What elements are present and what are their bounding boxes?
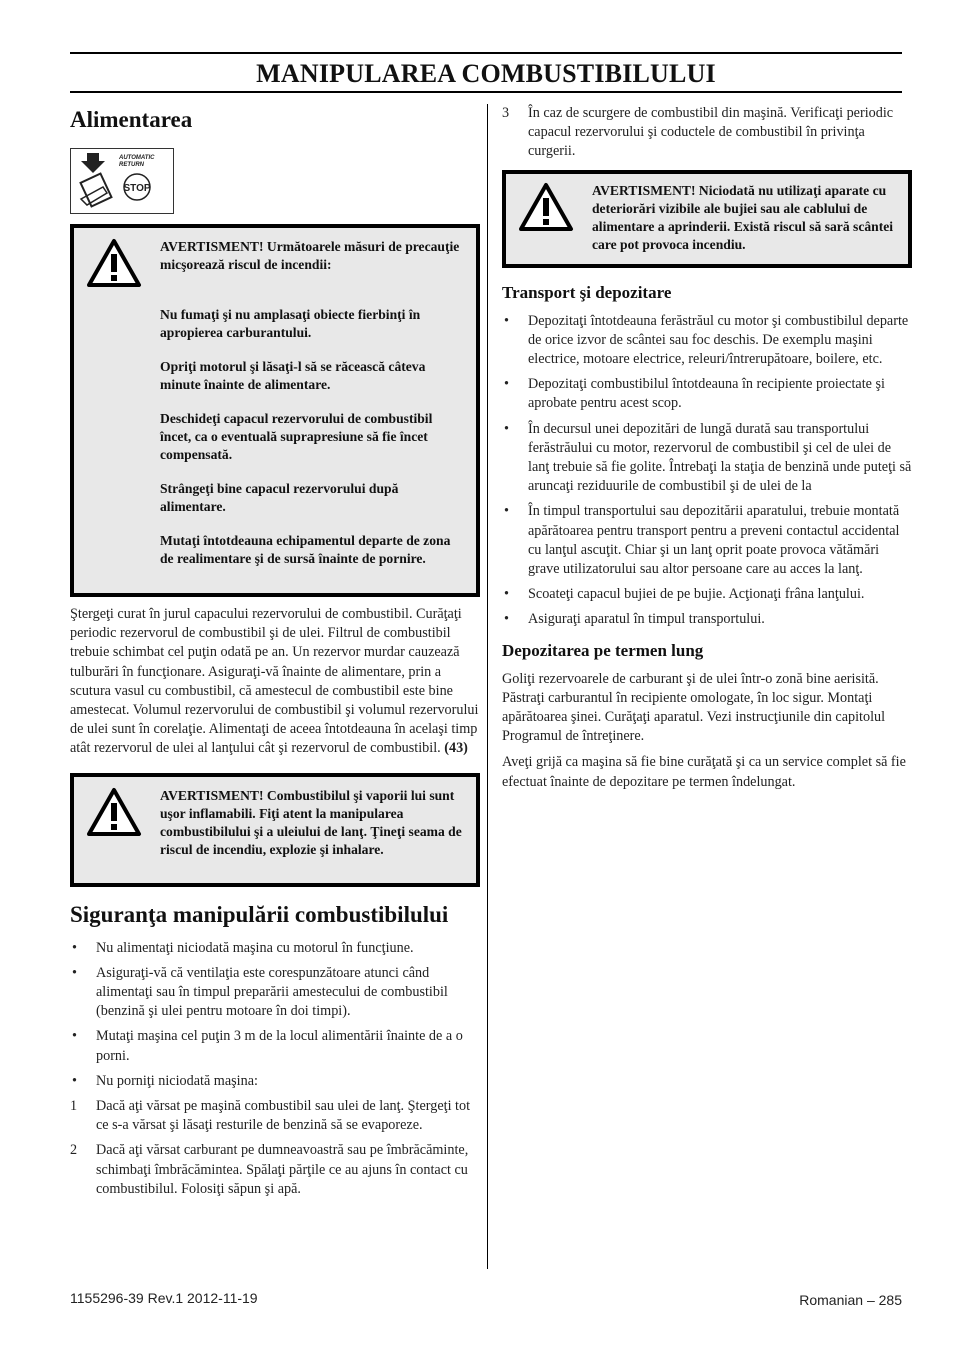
warning-text: Mutaţi întotdeauna echipamentul departe de zona de realimentare şi de sursă înainte de pornire.	[160, 533, 451, 566]
warning-text: AVERTISMENT! Combustibilul şi vaporii lui sunt uşor inflamabili. Fiţi atent la manipularea combustibilului şi a uleiului de lanţ. Ţineţi seama de riscul de incendiu, explozie şi inhalare.	[160, 787, 462, 857]
never-start-steps-continued	[502, 104, 912, 162]
warning-triangle-icon	[86, 238, 142, 288]
section-title-siguranta: Siguranţa manipulării combustibilului	[70, 901, 449, 927]
warning-text: Opriţi motorul şi lăsaţi-l să se răcească câteva minute înainte de alimentare.	[160, 359, 426, 392]
list-item: • Asiguraţi aparatul în timpul transportului.	[504, 611, 765, 628]
section-title-transport: Transport şi depozitare	[502, 282, 672, 302]
list-item: • În decursul unei depozitări de lungă durată sau transportului ferăstrăului cu motor, rezervorul de combustibil şi cel de ulei de lanţ trebuie să fie golite. Întrebaţi la staţia de benzină unde puteţi să aruncaţi reziduurile de combustibil şi de ulei de la	[504, 420, 912, 495]
list-item: • Scoateţi capacul bujiei de pe bujie. Acţionaţi frâna lanţului.	[504, 586, 865, 603]
warning-triangle-icon	[518, 182, 574, 232]
stop-label: STOP	[123, 183, 151, 194]
list-item: • Nu alimentaţi niciodată maşina cu motorul în funcţiune.	[72, 939, 414, 956]
list-item: • Mutaţi maşina cel puţin 3 m de la locul alimentării înainte de a o porni.	[72, 1028, 463, 1064]
figure-reference: (43)	[444, 740, 468, 757]
page-title: MANIPULAREA COMBUSTIBILULUI	[70, 52, 902, 93]
warning-text: Deschideţi capacul rezervorului de combustibil încet, ca o eventuală suprapresiune să fie încet compensată.	[160, 411, 433, 462]
list-item: • În timpul transportului sau depozitării aparatului, trebuie montată apărătoarea pentru transport pentru a preveni contactul accidental cu lanţul ascuţit. Chiar şi un lanţ oprit poate provoca vătămări grave utilizatorului sau altor persoane care au acces la lanţ.	[504, 503, 900, 578]
long-term-paragraph: Goliţi rezervoarele de carburant şi de ulei într-o zonă bine aerisită. Păstraţi carburantul în recipiente omologate, în loc sigur. Montaţi apărătoarea şinei. Curăţaţi aparatul. Vezi instrucţiunile din capitolul Programul de întreţinere.	[502, 670, 886, 745]
refuel-stop-icon	[71, 149, 173, 213]
right-column	[502, 104, 912, 792]
warning-box-fire-precautions	[70, 224, 480, 597]
list-item: • Depozitaţi combustibilul întotdeauna în recipiente proiectate şi aprobate pentru acest scop.	[504, 376, 885, 412]
list-item: 1 Dacă aţi vărsat pe maşină combustibil sau ulei de lanţ. Ştergeţi tot ce s-a vărsat şi lăsaţi resturile de benzină să se evaporeze.	[70, 1098, 471, 1134]
warning-box-flammable	[70, 773, 480, 887]
section-title-alimentarea: Alimentarea	[70, 107, 193, 132]
document-id: 1155296-39 Rev.1 2012-11-19	[70, 1290, 258, 1306]
section-title-long-term-storage: Depozitarea pe termen lung	[502, 640, 704, 660]
list-item: • Nu porniţi niciodată maşina:	[72, 1072, 258, 1089]
automatic-label: AUTOMATIC	[119, 155, 155, 161]
warning-text: AVERTISMENT! Niciodată nu utilizaţi aparate cu deteriorări vizibile ale bujiei sau ale cablului de alimentare a aprinderii. Există riscul să sară scântei care pot provoca incendiu.	[592, 182, 894, 252]
list-item: 3 În caz de scurgere de combustibil din maşină. Verificaţi periodic capacul rezervorului şi coductele de combustibil în privinţa curgerii.	[502, 105, 894, 160]
return-label: RETURN	[119, 162, 144, 168]
paragraph-text: Ştergeţi curat în jurul capacului rezervorului de combustibil. Curăţaţi periodic rezervorul de combustibil şi de ulei. Filtrul de combustibil trebuie schimbat cel puţin odată pe an. Un rezervor murdar cauzează tulburări în funcţionare. Asiguraţi-vă înainte de alimentare, prin a scutura vasul cu combustibil, că amestecul de combustibil este bine amestecat. Volumul rezervorului de combustibil şi volumul rezervorului de ulei sunt în corelaţie. Alimentaţi de aceea întotdeauna în acelaşi timp atât rezervorul de ulei al lanţului cât şi rezervorul de combustibil.	[70, 606, 479, 757]
column-divider	[487, 104, 488, 1269]
warning-text: AVERTISMENT! Următoarele măsuri de precauţie micşorează riscul de incendii:	[160, 239, 460, 272]
warning-triangle-icon	[86, 787, 142, 837]
list-item: • Depozitaţi întotdeauna ferăstrăul cu motor şi combustibilul departe de orice izvor de scântei sau foc deschis. De exemplu maşini electrice, motoare electrice, releuri/întrerupătoare, boilere, etc.	[504, 312, 909, 368]
list-item: • Asiguraţi-vă că ventilaţia este corespunzătoare atunci când alimentaţi sau în timpul preparării amestecului de combustibil (benzină şi ulei pentru motoare în doi timpi).	[72, 964, 448, 1020]
transport-bullet-list	[502, 312, 912, 630]
warning-box-spark-plug	[502, 170, 912, 268]
warning-text: Strângeţi bine capacul rezervorului după alimentare.	[160, 481, 399, 514]
page-number: Romanian – 285	[799, 1292, 902, 1308]
warning-text: Nu fumaţi şi nu amplasaţi obiecte fierbinţi în apropierea carburantului.	[160, 307, 421, 340]
left-column	[70, 104, 480, 1205]
never-start-steps	[70, 1097, 480, 1199]
automatic-return-stop-symbol	[70, 148, 174, 214]
safety-bullet-list	[70, 939, 480, 1091]
long-term-paragraph: Aveţi grijă ca maşina să fie bine curăţată şi ca un service complet să fie efectuat înainte de depozitare pe termen îndelungat.	[502, 754, 906, 790]
list-item: 2 Dacă aţi vărsat carburant pe dumneavoastră sau pe îmbrăcăminte, schimbaţi îmbrăcămintea. Spălaţi părţile ce au ajuns în contact cu combustibilul. Folosiţi săpun şi apă.	[70, 1142, 469, 1197]
fuel-cleaning-paragraph	[70, 605, 480, 759]
